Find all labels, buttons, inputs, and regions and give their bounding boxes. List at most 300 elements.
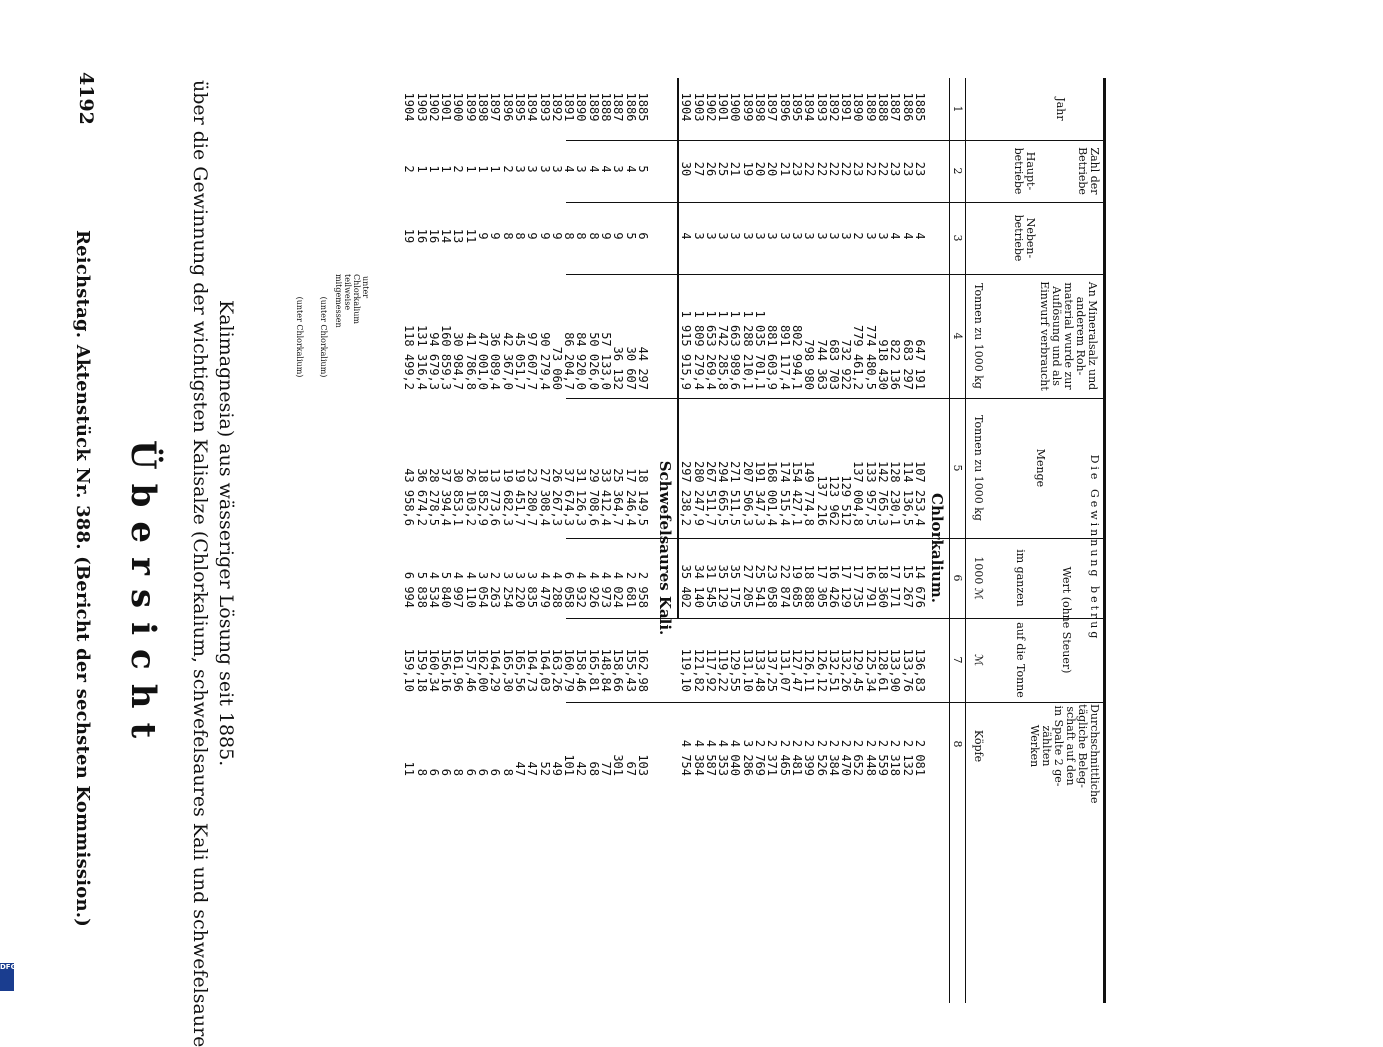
column-number-rule bbox=[949, 78, 950, 1003]
table-cell-menge: 168 001,4 bbox=[765, 460, 780, 526]
header-menge: Menge bbox=[1034, 448, 1047, 488]
table-cell-rohmaterial: 744 363 bbox=[814, 339, 829, 390]
header-koepfe: Köpfe bbox=[972, 729, 985, 763]
table-cell-rohmaterial: 118 499,2 bbox=[402, 324, 417, 390]
table-cell-belegschaft: 2 652 bbox=[851, 739, 866, 776]
table-cell-wert-im-ganzen: 4 479 bbox=[537, 571, 552, 608]
table-cell-menge: 174 515,4 bbox=[777, 460, 792, 526]
table-cell-wert-im-ganzen: 16 791 bbox=[863, 564, 878, 608]
table-cell-nebenbetriebe: 3 bbox=[728, 232, 743, 240]
table-cell-wert-auf-die-tonne: 160,79 bbox=[562, 648, 577, 692]
table-cell-nebenbetriebe: 8 bbox=[562, 232, 577, 240]
table-cell-belegschaft: 2 465 bbox=[777, 739, 792, 776]
table-cell-nebenbetriebe: 3 bbox=[703, 232, 718, 240]
table-cell-hauptbetriebe: 20 bbox=[765, 161, 780, 177]
table-cell-jahr: 1902 bbox=[426, 92, 441, 122]
table-cell-rohmaterial: 41 786,8 bbox=[463, 332, 478, 390]
table-cell-wert-im-ganzen: 17 129 bbox=[839, 564, 854, 608]
header-rohmaterial: An Mineralsalz und anderem Roh-material wurde zur Auflösung und als Einwurf verbraucht bbox=[1038, 281, 1099, 391]
table-cell-belegschaft: 68 bbox=[586, 761, 601, 776]
table-cell-wert-auf-die-tonne: 160,34 bbox=[426, 648, 441, 692]
table-cell-jahr: 1885 bbox=[913, 92, 927, 122]
document-subtitle-line-1: über die Gewinnung der wichtigsten Kalisalze (Chlorkalium, schwefelsaures Kali und schwefelsaure bbox=[189, 80, 211, 1047]
table-cell-menge: 28 278,5 bbox=[426, 468, 441, 526]
table-cell-jahr: 1896 bbox=[777, 92, 792, 122]
header-rohmaterial-unit: Tonnen zu 1000 kg bbox=[972, 283, 985, 389]
table-cell-rohmaterial: 131 316,4 bbox=[414, 324, 429, 390]
section-title-schwefelsaures-kali: Schwefelsaures Kali. bbox=[656, 460, 674, 636]
table-cell-wert-im-ganzen: 4 024 bbox=[611, 571, 626, 608]
table-cell-jahr: 1889 bbox=[863, 92, 878, 122]
table-cell-belegschaft: 2 526 bbox=[814, 739, 829, 776]
table-cell-hauptbetriebe: 19 bbox=[740, 161, 755, 177]
table-cell-nebenbetriebe: 4 bbox=[679, 232, 694, 240]
table-cell-hauptbetriebe: 3 bbox=[574, 165, 589, 173]
table-cell-hauptbetriebe: 22 bbox=[863, 161, 878, 177]
header-jahr: Jahr bbox=[1054, 97, 1067, 121]
table-cell-wert-im-ganzen: 17 305 bbox=[814, 564, 829, 608]
table-cell-wert-auf-die-tonne: 158,46 bbox=[574, 648, 589, 692]
column-number-2: 2 bbox=[951, 167, 964, 175]
table-cell-wert-auf-die-tonne: 127,47 bbox=[790, 648, 804, 692]
table-cell-belegschaft: 2 448 bbox=[863, 739, 878, 776]
table-cell-belegschaft: 4 587 bbox=[703, 739, 718, 776]
table-cell-rohmaterial: 86 204,7 bbox=[562, 332, 577, 390]
table-cell-wert-auf-die-tonne: 133,76 bbox=[900, 648, 915, 692]
table-cell-jahr: 1895 bbox=[790, 92, 804, 122]
table-cell-menge: 17 246,4 bbox=[623, 468, 638, 526]
table-cell-rohmaterial: 50 026,0 bbox=[586, 332, 601, 390]
table-cell-wert-auf-die-tonne: 126,11 bbox=[802, 648, 817, 692]
table-cell-menge: 207 506,3 bbox=[740, 460, 755, 526]
table-cell-belegschaft: 2 132 bbox=[900, 739, 915, 776]
table-cell-hauptbetriebe: 3 bbox=[513, 165, 527, 173]
column-number-1: 1 bbox=[951, 105, 964, 113]
header-gewinnung: Die Gewinnung betrug bbox=[1088, 454, 1101, 642]
table-cell-jahr: 1890 bbox=[851, 92, 866, 122]
table-cell-nebenbetriebe: 9 bbox=[525, 232, 540, 240]
table-cell-belegschaft: 4 384 bbox=[691, 739, 706, 776]
header-menge-unit: Tonnen zu 1000 kg bbox=[972, 415, 985, 521]
table-cell-wert-auf-die-tonne: 148,84 bbox=[599, 648, 614, 692]
table-cell-nebenbetriebe: 8 bbox=[586, 232, 601, 240]
table-cell-jahr: 1888 bbox=[599, 92, 614, 122]
table-cell-nebenbetriebe: 4 bbox=[900, 232, 915, 240]
table-cell-hauptbetriebe: 2 bbox=[451, 165, 466, 173]
table-cell-menge: 129 512 bbox=[839, 475, 854, 526]
table-cell-menge: 37 394,4 bbox=[439, 468, 454, 526]
table-cell-menge: 23 280,7 bbox=[525, 468, 540, 526]
table-cell-menge: 13 773,6 bbox=[488, 468, 503, 526]
table-cell-wert-auf-die-tonne: 125,34 bbox=[863, 648, 878, 692]
table-cell-rohmaterial: 1 653 269,4 bbox=[703, 310, 718, 390]
table-cell-rohmaterial: 1 742 285,8 bbox=[716, 310, 731, 390]
table-cell-hauptbetriebe: 25 bbox=[716, 161, 731, 177]
table-cell-jahr: 1891 bbox=[839, 92, 854, 122]
table-cell-belegschaft: 4 353 bbox=[716, 739, 731, 776]
table-cell-wert-auf-die-tonne: 129,45 bbox=[851, 648, 866, 692]
table-cell-rohmaterial: 1 915 915,9 bbox=[679, 310, 694, 390]
table-cell-wert-auf-die-tonne: 137,25 bbox=[765, 648, 780, 692]
table-cell-rohmaterial: 918 430 bbox=[876, 339, 891, 390]
table-cell-menge: 30 853,1 bbox=[451, 468, 466, 526]
table-cell-rohmaterial: 84 920,0 bbox=[574, 332, 589, 390]
table-cell-nebenbetriebe: 3 bbox=[691, 232, 706, 240]
table-cell-wert-im-ganzen: 5 840 bbox=[439, 571, 454, 608]
table-cell-nebenbetriebe: 16 bbox=[414, 228, 429, 244]
table-cell-hauptbetriebe: 21 bbox=[777, 161, 792, 177]
table-cell-jahr: 1900 bbox=[451, 92, 466, 122]
table-cell-hauptbetriebe: 23 bbox=[913, 161, 927, 177]
table-cell-nebenbetriebe: 4 bbox=[913, 232, 927, 240]
table-cell-hauptbetriebe: 1 bbox=[414, 165, 429, 173]
table-cell-wert-im-ganzen: 19 685 bbox=[790, 564, 804, 608]
table-cell-wert-im-ganzen: 2 958 bbox=[636, 571, 650, 608]
note-unter-chlorkalium-1900: (unter Chlorkalium) bbox=[295, 296, 304, 378]
table-cell-wert-im-ganzen: 4 534 bbox=[426, 571, 441, 608]
column-number-8: 8 bbox=[951, 740, 964, 748]
table-cell-nebenbetriebe: 3 bbox=[765, 232, 780, 240]
table-cell-hauptbetriebe: 3 bbox=[525, 165, 540, 173]
table-cell-menge: 191 347,3 bbox=[753, 460, 768, 526]
table-cell-wert-im-ganzen: 3 835 bbox=[525, 571, 540, 608]
table-cell-wert-auf-die-tonne: 159,10 bbox=[402, 648, 417, 692]
table-cell-rohmaterial: 94 679,3 bbox=[426, 332, 441, 390]
table-cell-hauptbetriebe: 22 bbox=[839, 161, 854, 177]
table-cell-rohmaterial: 779 461,2 bbox=[851, 324, 866, 390]
table-cell-jahr: 1895 bbox=[513, 92, 527, 122]
table-cell-nebenbetriebe: 3 bbox=[777, 232, 792, 240]
table-cell-wert-auf-die-tonne: 133,90 bbox=[888, 648, 903, 692]
table-cell-wert-im-ganzen: 23 058 bbox=[765, 564, 780, 608]
table-cell-belegschaft: 49 bbox=[549, 761, 564, 776]
table-cell-jahr: 1892 bbox=[549, 92, 564, 122]
table-cell-belegschaft: 47 bbox=[513, 761, 527, 776]
table-cell-belegschaft: 103 bbox=[636, 754, 650, 776]
table-cell-wert-auf-die-tonne: 163,26 bbox=[549, 648, 564, 692]
table-cell-belegschaft: 11 bbox=[402, 761, 417, 776]
table-cell-rohmaterial: 732 922 bbox=[839, 339, 854, 390]
table-cell-hauptbetriebe: 23 bbox=[888, 161, 903, 177]
table-cell-jahr: 1904 bbox=[402, 92, 417, 122]
table-cell-wert-auf-die-tonne: 129,55 bbox=[728, 648, 743, 692]
table-cell-belegschaft: 8 bbox=[451, 768, 466, 776]
statistics-table bbox=[266, 78, 1106, 1008]
table-cell-wert-auf-die-tonne: 165,30 bbox=[500, 648, 515, 692]
table-cell-wert-im-ganzen: 27 205 bbox=[740, 564, 755, 608]
table-cell-menge: 137 216 bbox=[814, 475, 829, 526]
table-cell-rohmaterial: 45 051,7 bbox=[513, 332, 527, 390]
table-cell-wert-im-ganzen: 22 874 bbox=[777, 564, 792, 608]
table-cell-belegschaft: 67 bbox=[623, 761, 638, 776]
table-cell-menge: 107 253,4 bbox=[913, 460, 927, 526]
table-cell-wert-auf-die-tonne: 117,92 bbox=[703, 648, 718, 692]
table-cell-rohmaterial: 44 297 bbox=[636, 346, 650, 390]
table-cell-hauptbetriebe: 4 bbox=[586, 165, 601, 173]
table-cell-nebenbetriebe: 14 bbox=[439, 228, 454, 244]
table-cell-jahr: 1889 bbox=[586, 92, 601, 122]
table-cell-wert-auf-die-tonne: 132,51 bbox=[826, 648, 841, 692]
page-number: 4192 bbox=[75, 72, 97, 125]
table-cell-jahr: 1885 bbox=[636, 92, 650, 122]
table-cell-rohmaterial: 160 859,3 bbox=[439, 324, 454, 390]
table-cell-wert-im-ganzen: 3 220 bbox=[513, 571, 527, 608]
table-cell-wert-auf-die-tonne: 126,12 bbox=[814, 648, 829, 692]
section-title-chlorkalium: Chlorkalium. bbox=[928, 493, 946, 603]
header-auf-die-tonne: auf die Tonne bbox=[1014, 622, 1027, 698]
table-cell-hauptbetriebe: 26 bbox=[703, 161, 718, 177]
table-cell-hauptbetriebe: 3 bbox=[549, 165, 564, 173]
table-cell-hauptbetriebe: 1 bbox=[426, 165, 441, 173]
table-cell-hauptbetriebe: 1 bbox=[439, 165, 454, 173]
table-cell-nebenbetriebe: 9 bbox=[549, 232, 564, 240]
table-cell-wert-im-ganzen: 2 263 bbox=[488, 571, 503, 608]
table-cell-rohmaterial: 1 288 210,1 bbox=[740, 310, 755, 390]
table-cell-hauptbetriebe: 22 bbox=[876, 161, 891, 177]
table-cell-wert-auf-die-tonne: 164,03 bbox=[537, 648, 552, 692]
table-cell-hauptbetriebe: 23 bbox=[900, 161, 915, 177]
table-cell-nebenbetriebe: 3 bbox=[790, 232, 804, 240]
table-cell-wert-im-ganzen: 2 681 bbox=[623, 571, 638, 608]
table-cell-jahr: 1896 bbox=[500, 92, 515, 122]
table-cell-wert-im-ganzen: 25 541 bbox=[753, 564, 768, 608]
table-cell-menge: 29 708,6 bbox=[586, 468, 601, 526]
table-cell-belegschaft: 2 399 bbox=[802, 739, 817, 776]
section-rule bbox=[677, 78, 679, 618]
table-cell-rohmaterial: 1 663 989,6 bbox=[728, 310, 743, 390]
table-cell-wert-auf-die-tonne: 159,18 bbox=[414, 648, 429, 692]
table-cell-jahr: 1893 bbox=[814, 92, 829, 122]
header-nebenbetriebe: Neben-betriebe bbox=[1012, 214, 1037, 262]
table-cell-nebenbetriebe: 3 bbox=[839, 232, 854, 240]
header-im-ganzen: im ganzen bbox=[1014, 549, 1027, 607]
table-cell-jahr: 1897 bbox=[765, 92, 780, 122]
document-subtitle-line-2: Kalimagnesia) aus wässeriger Lösung seit 1885. bbox=[215, 300, 237, 767]
table-cell-belegschaft: 2 559 bbox=[876, 739, 891, 776]
table-cell-menge: 271 511,5 bbox=[728, 460, 743, 526]
table-cell-wert-auf-die-tonne: 121,82 bbox=[691, 648, 706, 692]
table-cell-hauptbetriebe: 22 bbox=[826, 161, 841, 177]
table-cell-wert-im-ganzen: 18 360 bbox=[876, 564, 891, 608]
table-cell-wert-auf-die-tonne: 165,81 bbox=[586, 648, 601, 692]
table-cell-menge: 43 958,6 bbox=[402, 468, 417, 526]
table-cell-menge: 114 136,5 bbox=[900, 460, 915, 526]
table-cell-menge: 154 427,1 bbox=[790, 460, 804, 526]
table-cell-hauptbetriebe: 2 bbox=[500, 165, 515, 173]
table-cell-jahr: 1891 bbox=[562, 92, 577, 122]
table-cell-wert-im-ganzen: 31 545 bbox=[703, 564, 718, 608]
table-cell-jahr: 1901 bbox=[716, 92, 731, 122]
table-cell-rohmaterial: 683 297 bbox=[900, 339, 915, 390]
table-cell-belegschaft: 4 040 bbox=[728, 739, 743, 776]
table-cell-nebenbetriebe: 9 bbox=[599, 232, 614, 240]
table-cell-nebenbetriebe: 5 bbox=[623, 232, 638, 240]
table-cell-hauptbetriebe: 3 bbox=[537, 165, 552, 173]
table-cell-wert-auf-die-tonne: 155,43 bbox=[623, 648, 638, 692]
table-cell-jahr: 1899 bbox=[740, 92, 755, 122]
table-cell-wert-im-ganzen: 4 926 bbox=[586, 571, 601, 608]
table-cell-wert-auf-die-tonne: 165,56 bbox=[513, 648, 527, 692]
table-cell-jahr: 1892 bbox=[826, 92, 841, 122]
table-cell-wert-im-ganzen: 15 267 bbox=[900, 564, 915, 608]
dfg-footer bbox=[0, 0, 17, 1000]
table-cell-hauptbetriebe: 1 bbox=[463, 165, 478, 173]
table-cell-jahr: 1904 bbox=[679, 92, 694, 122]
table-cell-hauptbetriebe: 5 bbox=[636, 165, 650, 173]
table-cell-menge: 142 765,3 bbox=[876, 460, 891, 526]
table-cell-wert-im-ganzen: 35 129 bbox=[716, 564, 731, 608]
header-betriebe-count-label: Zahl der Betriebe bbox=[1076, 147, 1101, 195]
table-cell-nebenbetriebe: 13 bbox=[451, 228, 466, 244]
note-unter-chlorkalium-1899: (unter Chlorkalium) bbox=[319, 296, 328, 378]
table-cell-rohmaterial: 1 035 701,1 bbox=[753, 310, 768, 390]
table-cell-rohmaterial: 774 480,5 bbox=[863, 324, 878, 390]
table-cell-rohmaterial: 891 117,4 bbox=[777, 324, 792, 390]
table-cell-jahr: 1890 bbox=[574, 92, 589, 122]
document-title: Übersicht bbox=[123, 440, 163, 753]
table-cell-menge: 26 103,2 bbox=[463, 468, 478, 526]
table-cell-nebenbetriebe: 3 bbox=[716, 232, 731, 240]
table-cell-nebenbetriebe: 11 bbox=[463, 228, 478, 244]
table-cell-hauptbetriebe: 23 bbox=[851, 161, 866, 177]
table-cell-menge: 137 004,8 bbox=[851, 460, 866, 526]
table-cell-belegschaft: 2 318 bbox=[888, 739, 903, 776]
table-cell-menge: 128 230,1 bbox=[888, 460, 903, 526]
table-cell-wert-auf-die-tonne: 162,00 bbox=[476, 648, 491, 692]
table-cell-jahr: 1888 bbox=[876, 92, 891, 122]
table-cell-menge: 123 962 bbox=[826, 475, 841, 526]
table-cell-belegschaft: 6 bbox=[488, 768, 503, 776]
col-divider-3 bbox=[566, 274, 1106, 275]
table-cell-rohmaterial: 647 191 bbox=[913, 339, 927, 390]
table-cell-jahr: 1887 bbox=[611, 92, 626, 122]
table-cell-nebenbetriebe: 8 bbox=[513, 232, 527, 240]
table-cell-jahr: 1898 bbox=[753, 92, 768, 122]
table-cell-nebenbetriebe: 8 bbox=[574, 232, 589, 240]
table-cell-belegschaft: 6 bbox=[426, 768, 441, 776]
table-cell-wert-im-ganzen: 6 058 bbox=[562, 571, 577, 608]
column-number-3: 3 bbox=[951, 234, 964, 242]
table-cell-belegschaft: 2 384 bbox=[826, 739, 841, 776]
table-cell-wert-auf-die-tonne: 136,83 bbox=[913, 648, 927, 692]
table-cell-wert-im-ganzen: 34 140 bbox=[691, 564, 706, 608]
table-cell-wert-im-ganzen: 16 426 bbox=[826, 564, 841, 608]
table-cell-wert-auf-die-tonne: 131,10 bbox=[740, 648, 755, 692]
table-cell-nebenbetriebe: 9 bbox=[488, 232, 503, 240]
table-cell-rohmaterial: 798 980 bbox=[802, 339, 817, 390]
table-cell-jahr: 1899 bbox=[463, 92, 478, 122]
table-cell-wert-auf-die-tonne: 132,26 bbox=[839, 648, 854, 692]
table-cell-wert-im-ganzen: 4 973 bbox=[599, 571, 614, 608]
table-cell-wert-im-ganzen: 4 932 bbox=[574, 571, 589, 608]
table-cell-wert-auf-die-tonne: 164,29 bbox=[488, 648, 503, 692]
table-cell-menge: 27 308,4 bbox=[537, 468, 552, 526]
table-cell-menge: 25 364,7 bbox=[611, 468, 626, 526]
table-cell-wert-im-ganzen: 17 735 bbox=[851, 564, 866, 608]
table-cell-rohmaterial: 1 809 279,4 bbox=[691, 310, 706, 390]
column-number-7: 7 bbox=[951, 656, 964, 664]
table-cell-nebenbetriebe: 19 bbox=[402, 228, 417, 244]
table-cell-wert-auf-die-tonne: 161,96 bbox=[451, 648, 466, 692]
table-cell-nebenbetriebe: 3 bbox=[802, 232, 817, 240]
table-cell-wert-im-ganzen: 14 676 bbox=[913, 564, 927, 608]
table-cell-wert-auf-die-tonne: 164,73 bbox=[525, 648, 540, 692]
table-cell-belegschaft: 4 754 bbox=[679, 739, 694, 776]
table-cell-hauptbetriebe: 22 bbox=[802, 161, 817, 177]
dfg-logo: DFG bbox=[0, 963, 14, 991]
table-top-rule bbox=[1103, 78, 1106, 1003]
table-cell-wert-im-ganzen: 3 054 bbox=[476, 571, 491, 608]
table-cell-nebenbetriebe: 9 bbox=[537, 232, 552, 240]
table-cell-nebenbetriebe: 4 bbox=[888, 232, 903, 240]
table-cell-belegschaft: 2 470 bbox=[839, 739, 854, 776]
table-cell-wert-auf-die-tonne: 119,22 bbox=[716, 648, 731, 692]
table-cell-nebenbetriebe: 9 bbox=[476, 232, 491, 240]
table-cell-nebenbetriebe: 3 bbox=[740, 232, 755, 240]
table-cell-wert-im-ganzen: 35 402 bbox=[679, 564, 694, 608]
table-cell-hauptbetriebe: 20 bbox=[753, 161, 768, 177]
table-cell-jahr: 1903 bbox=[691, 92, 706, 122]
header-hauptbetriebe: Haupt-betriebe bbox=[1012, 147, 1037, 195]
table-cell-menge: 33 412,4 bbox=[599, 468, 614, 526]
table-cell-nebenbetriebe: 9 bbox=[611, 232, 626, 240]
table-cell-wert-im-ganzen: 17 171 bbox=[888, 564, 903, 608]
table-cell-hauptbetriebe: 30 bbox=[679, 161, 694, 177]
table-cell-nebenbetriebe: 8 bbox=[500, 232, 515, 240]
table-cell-belegschaft: 42 bbox=[574, 761, 589, 776]
table-cell-belegschaft: 8 bbox=[414, 768, 429, 776]
table-cell-wert-im-ganzen: 4 110 bbox=[463, 571, 478, 608]
table-cell-hauptbetriebe: 3 bbox=[611, 165, 626, 173]
table-cell-hauptbetriebe: 21 bbox=[728, 161, 743, 177]
table-cell-wert-im-ganzen: 4 288 bbox=[549, 571, 564, 608]
table-cell-wert-auf-die-tonne: 133,48 bbox=[753, 648, 768, 692]
header-rule bbox=[965, 78, 966, 1003]
table-cell-jahr: 1886 bbox=[900, 92, 915, 122]
table-cell-jahr: 1901 bbox=[439, 92, 454, 122]
table-cell-nebenbetriebe: 16 bbox=[426, 228, 441, 244]
table-cell-rohmaterial: 90 279,4 bbox=[537, 332, 552, 390]
table-cell-menge: 149 774,8 bbox=[802, 460, 817, 526]
table-cell-nebenbetriebe: 6 bbox=[636, 232, 650, 240]
table-cell-jahr: 1897 bbox=[488, 92, 503, 122]
table-cell-menge: 19 682,3 bbox=[500, 468, 515, 526]
table-cell-jahr: 1886 bbox=[623, 92, 638, 122]
table-cell-menge: 267 511,7 bbox=[703, 460, 718, 526]
table-cell-nebenbetriebe: 3 bbox=[876, 232, 891, 240]
table-cell-jahr: 1903 bbox=[414, 92, 429, 122]
table-cell-belegschaft: 3 286 bbox=[740, 739, 755, 776]
table-cell-wert-im-ganzen: 18 888 bbox=[802, 564, 817, 608]
table-cell-hauptbetriebe: 27 bbox=[691, 161, 706, 177]
table-cell-rohmaterial: 822 136 bbox=[888, 339, 903, 390]
table-cell-hauptbetriebe: 1 bbox=[488, 165, 503, 173]
table-cell-rohmaterial: 97 607,7 bbox=[525, 332, 540, 390]
table-cell-rohmaterial: 802 994,1 bbox=[790, 324, 804, 390]
table-cell-rohmaterial: 30 607 bbox=[623, 346, 638, 390]
table-cell-hauptbetriebe: 23 bbox=[790, 161, 804, 177]
table-cell-jahr: 1894 bbox=[525, 92, 540, 122]
table-cell-rohmaterial: 881 603,9 bbox=[765, 324, 780, 390]
column-number-6: 6 bbox=[951, 574, 964, 582]
table-cell-hauptbetriebe: 2 bbox=[402, 165, 417, 173]
table-cell-jahr: 1902 bbox=[703, 92, 718, 122]
table-cell-rohmaterial: 42 367,0 bbox=[500, 332, 515, 390]
header-wert: Wert (ohne Steuer) bbox=[1060, 566, 1073, 674]
table-cell-jahr: 1887 bbox=[888, 92, 903, 122]
column-number-5: 5 bbox=[951, 464, 964, 472]
table-cell-jahr: 1898 bbox=[476, 92, 491, 122]
